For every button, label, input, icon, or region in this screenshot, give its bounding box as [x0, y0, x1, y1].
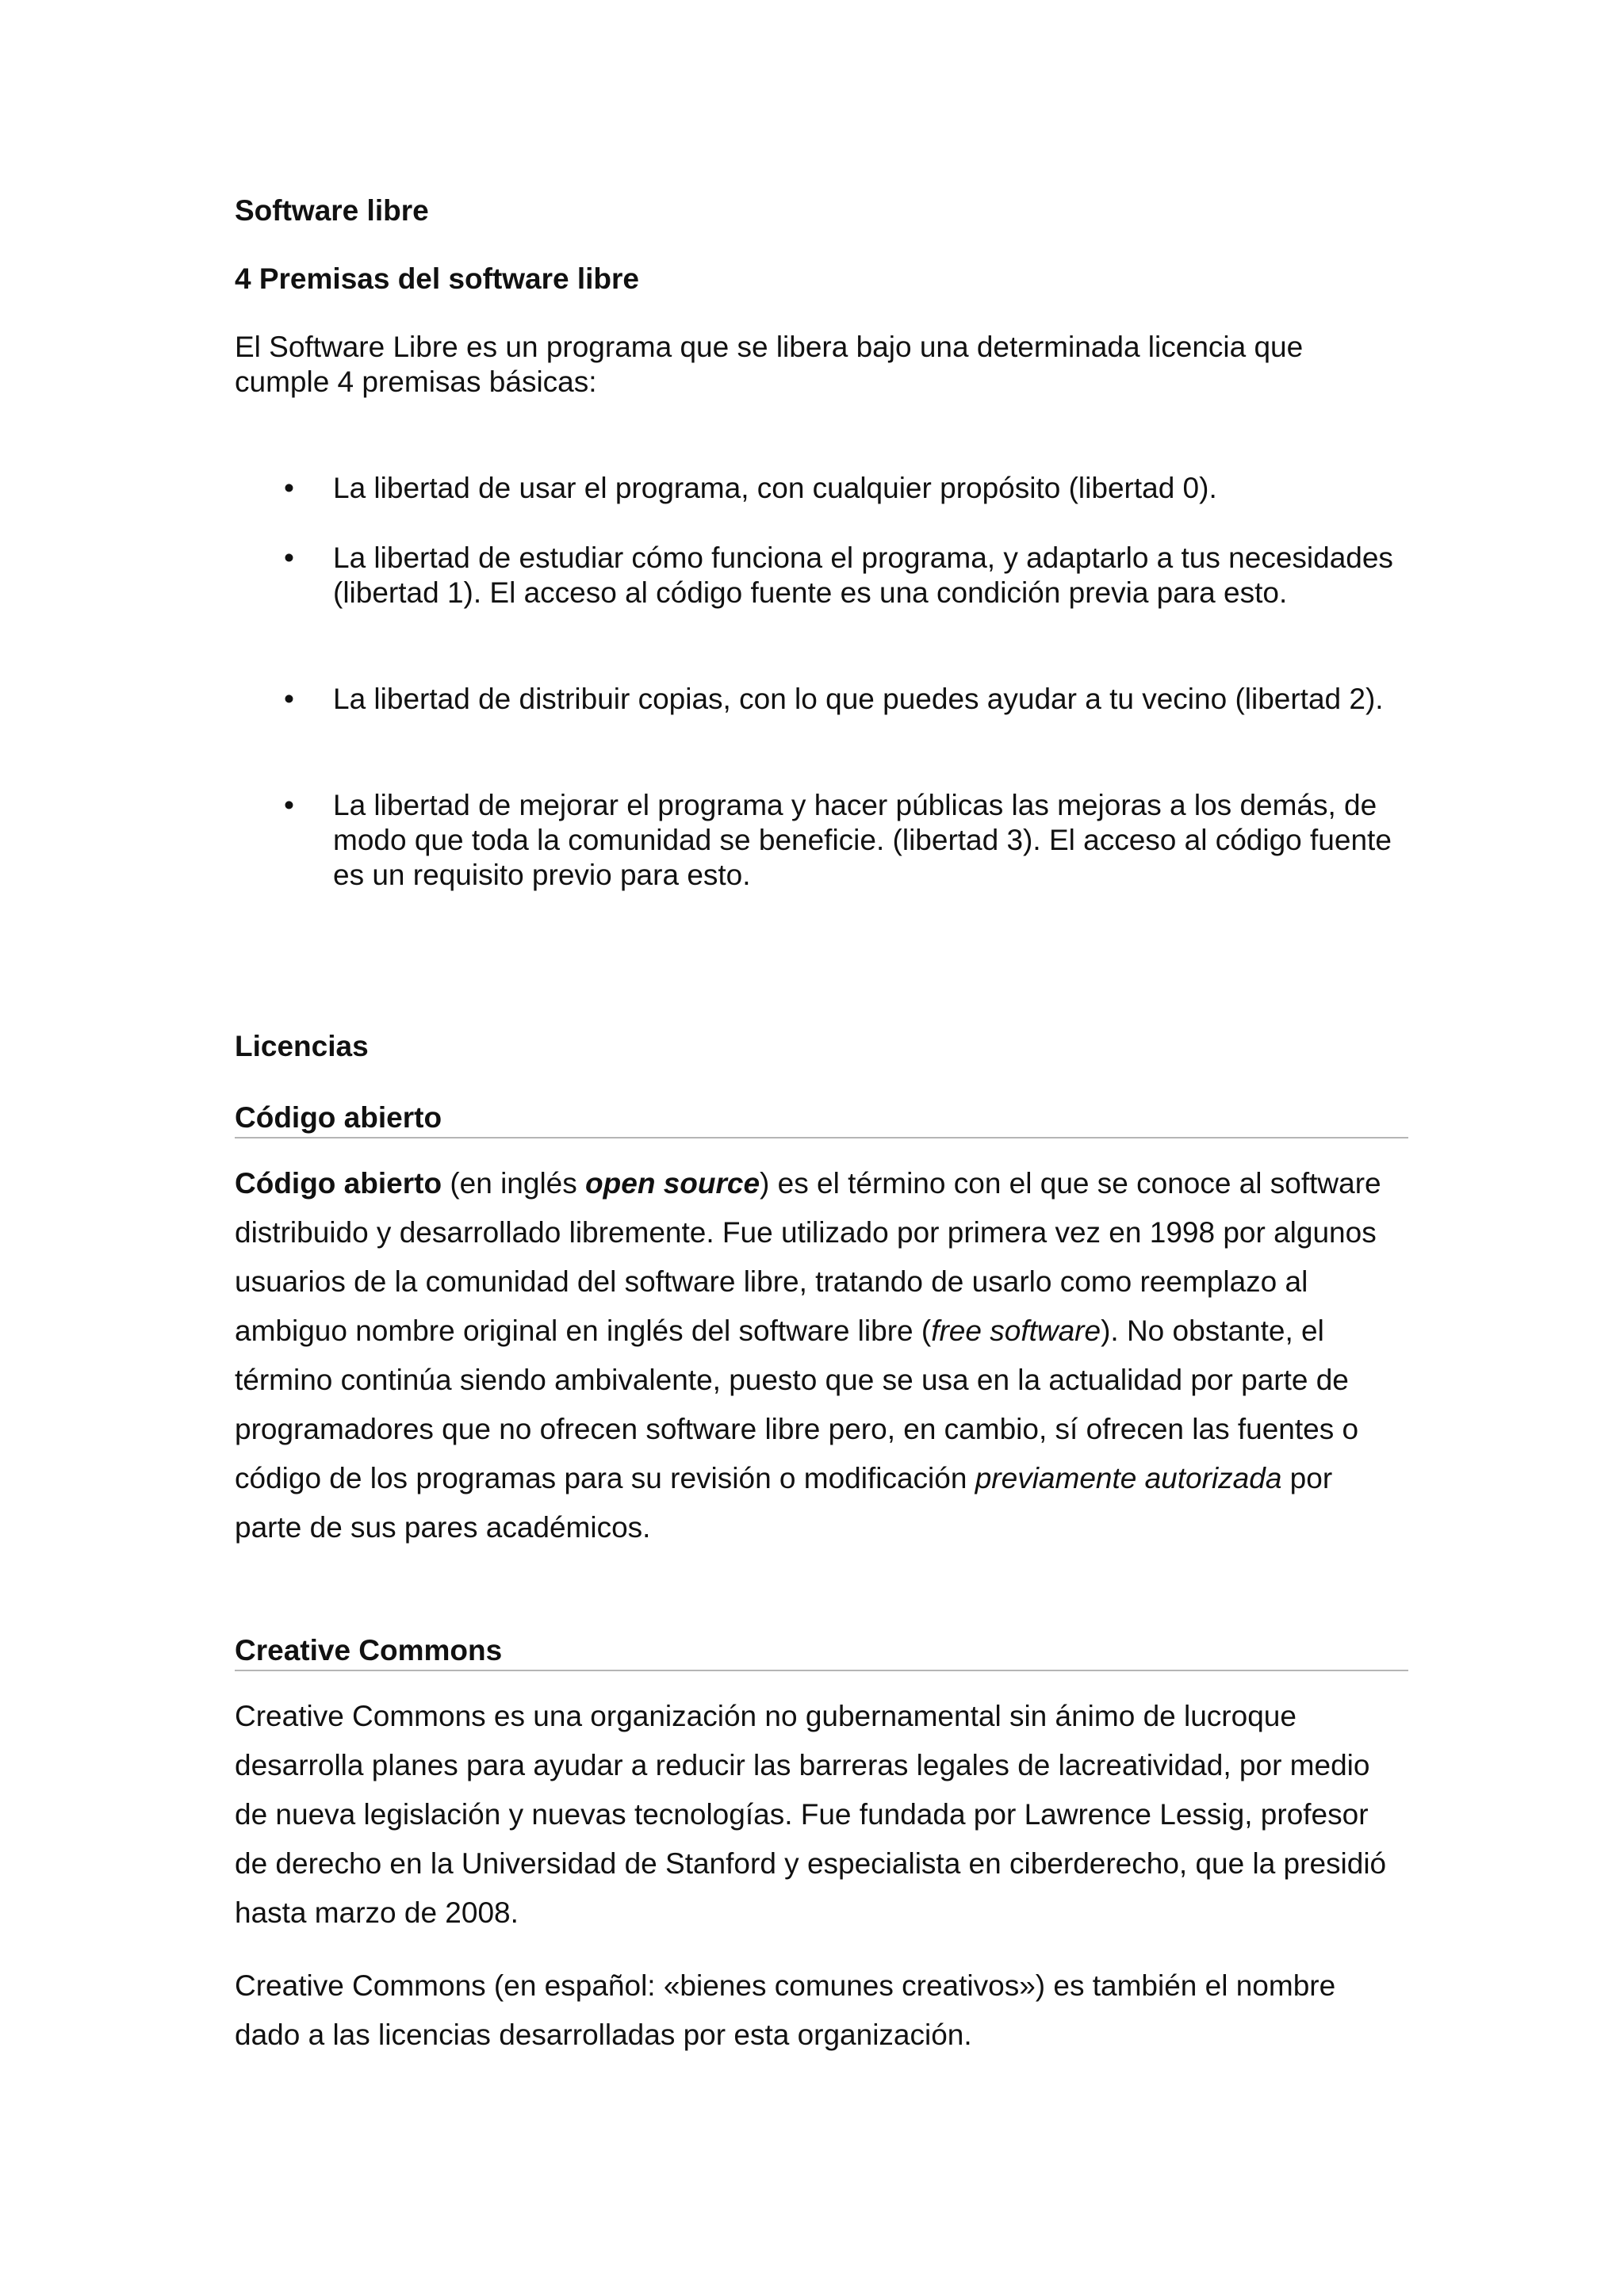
subsection-heading-codigo-abierto: Código abierto	[235, 1101, 442, 1134]
section-subtitle-premisas: 4 Premisas del software libre	[235, 262, 640, 295]
freedom-2-text: La libertad de distribuir copias, con lo que puedes ayudar a tu vecino (libertad 2).	[333, 683, 1384, 715]
open-source-english-term: open source	[585, 1167, 760, 1200]
freedom-1-text: La libertad de estudiar cómo funciona el programa, y adaptarlo a tus necesidades (libertad 1). El acceso al código fuente es una condición previa para esto.	[333, 541, 1393, 609]
open-source-text-4: por parte de sus pares académicos.	[235, 1462, 1333, 1544]
bullet-icon: •	[284, 683, 294, 715]
open-source-text-3: ). No obstante, el término continúa siendo ambivalente, puesto que se usa en la actualidad por parte de programadores que no ofrecen software libre pero, en cambio, sí ofrecen las fuentes o código de los programas para su revisión o modificación	[235, 1314, 1359, 1494]
creative-commons-paragraph-2: Creative Commons (en español: «bienes comunes creativos») es también el nombre dado a las licencias desarrolladas por esta organización.	[235, 1969, 1336, 2051]
intro-paragraph: El Software Libre es un programa que se libera bajo una determinada licencia que cumple 4 premisas básicas:	[235, 331, 1304, 398]
creative-commons-paragraph-1: Creative Commons es una organización no gubernamental sin ánimo de lucroque desarrolla planes para ayudar a reducir las barreras legales de lacreatividad, por medio de nueva legislación y nuevas tecnologías. Fue fundada por Lawrence Lessig, profesor de derecho en la Universidad de Stanford y especialista en ciberderecho, que la presidió hasta marzo de 2008.	[235, 1700, 1387, 1929]
section-title-licencias: Licencias	[235, 1030, 369, 1062]
freedom-0-text: La libertad de usar el programa, con cualquier propósito (libertad 0).	[333, 472, 1217, 504]
freedom-3-text: La libertad de mejorar el programa y hacer públicas las mejoras a los demás, de modo que toda la comunidad se beneficie. (libertad 3). El acceso al código fuente es un requisito previo para esto.	[333, 789, 1392, 891]
open-source-term: Código abierto	[235, 1167, 442, 1200]
bullet-icon: •	[284, 472, 294, 504]
open-source-text-1: (en inglés	[442, 1167, 586, 1200]
authorized-term: previamente autorizada	[975, 1462, 1282, 1494]
bullet-icon: •	[284, 789, 294, 821]
open-source-text-2: ) es el término con el que se conoce al software distribuido y desarrollado libremente. Fue utilizado por primera vez en 1998 por algunos usuarios de la comunidad del software libre, tratando de usarlo como reemplazo al ambiguo nombre original en inglés del software libre (	[235, 1167, 1381, 1347]
bullet-icon: •	[284, 541, 294, 574]
section-title-software-libre: Software libre	[235, 194, 429, 227]
open-source-paragraph	[235, 1159, 1402, 1552]
free-software-term: free software	[931, 1314, 1101, 1347]
heading-divider	[235, 1670, 1408, 1671]
subsection-heading-creative-commons: Creative Commons	[235, 1634, 503, 1667]
heading-divider	[235, 1137, 1408, 1138]
